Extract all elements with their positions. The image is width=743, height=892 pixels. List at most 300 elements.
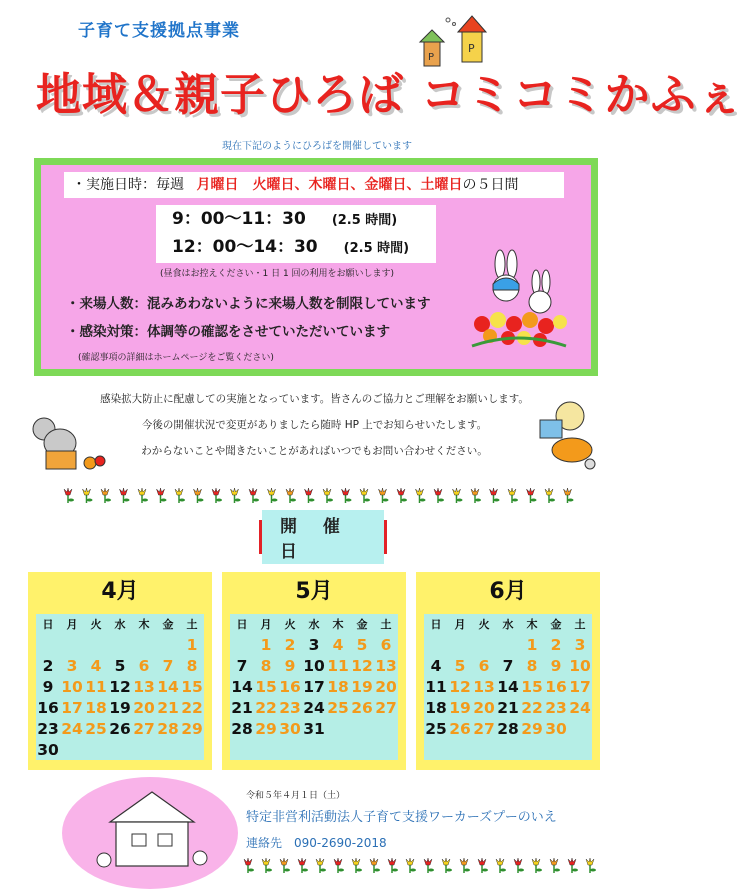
calendar-grid: [230, 614, 398, 760]
calendar-week: [36, 718, 204, 739]
closed-day: 3: [308, 635, 320, 654]
tulip-icon: [316, 858, 324, 865]
open-day: 4: [90, 656, 102, 675]
closed-day: 17: [303, 677, 325, 696]
empty-day: [448, 634, 472, 655]
open-day: 4: [332, 635, 344, 654]
calendar-week: [230, 634, 398, 655]
closed-day: 2: [42, 656, 54, 675]
tulip-icon: [568, 858, 576, 865]
tulip-icon: [590, 869, 596, 872]
open-day: 3: [574, 635, 586, 654]
tulip-icon: [424, 858, 432, 865]
calendar-week: [36, 676, 204, 697]
closed-day: 7: [236, 656, 248, 675]
empty-day: [108, 739, 132, 760]
date-prefix: ・実施日時：毎週: [72, 177, 184, 193]
weekday-label: 金: [356, 618, 368, 631]
tulip-icon: [401, 499, 407, 502]
open-day: 21: [157, 698, 179, 717]
tulip-icon: [290, 499, 296, 502]
empty-day: [472, 634, 496, 655]
closed-day: 19: [109, 698, 131, 717]
open-day: 30: [545, 719, 567, 738]
tulip-icon: [272, 499, 278, 502]
calendar-month: 6月: [489, 579, 527, 604]
weekday-header-row: [424, 614, 592, 634]
calendar-month: 4月: [101, 579, 139, 604]
time-range: 9：00〜11：30: [172, 209, 306, 229]
open-day: 1: [526, 635, 538, 654]
empty-day: [496, 739, 520, 760]
rabbits-flowers-illustration: [462, 254, 574, 354]
weekday-label: 木: [526, 618, 538, 631]
open-day: 13: [133, 677, 155, 696]
weekday-label: 木: [332, 618, 344, 631]
closed-day: 14: [231, 677, 253, 696]
tulip-icon: [410, 869, 416, 872]
open-day: 17: [569, 677, 591, 696]
closed-day: 9: [42, 677, 54, 696]
open-day: 12: [351, 656, 373, 675]
open-day: 23: [545, 698, 567, 717]
empty-day: [36, 634, 60, 655]
tulip-icon: [346, 499, 352, 502]
tulip-icon: [248, 869, 254, 872]
weekday-label: 木: [138, 618, 150, 631]
calendar-week: [230, 676, 398, 697]
calendar-week: [424, 697, 592, 718]
calendar-grid: [36, 614, 204, 760]
message-line: 今後の開催状況で変更がありましたら随時 HP 上でお知らせいたします。: [141, 419, 488, 431]
open-day: 10: [61, 677, 83, 696]
tulip-icon: [482, 869, 488, 872]
weekday-label: 火: [284, 618, 296, 631]
tulip-icon: [64, 488, 72, 495]
open-day: 20: [133, 698, 155, 717]
time-slot: [156, 233, 436, 261]
open-day: 29: [521, 719, 543, 738]
tulip-icon: [83, 488, 91, 495]
empty-day: [278, 739, 302, 760]
open-day: 2: [550, 635, 562, 654]
closed-day: 14: [497, 677, 519, 696]
program-subtitle: 子育て支援拠点事業: [78, 21, 240, 41]
open-weekdays: 月曜日 火曜日、木曜日、金曜日、土曜日: [196, 177, 463, 193]
closed-day: 16: [37, 698, 59, 717]
open-day: 8: [526, 656, 538, 675]
calendar-week: [36, 697, 204, 718]
open-day: 24: [61, 719, 83, 738]
open-day: 8: [260, 656, 272, 675]
infection-measures: ・感染対策：体調等の確認をさせていただいています: [66, 324, 390, 340]
tulip-icon: [120, 488, 128, 495]
tulip-icon: [554, 869, 560, 872]
tulip-icon: [194, 488, 202, 495]
closed-day: 25: [425, 719, 447, 738]
tulip-icon: [327, 499, 333, 502]
tulip-icon: [416, 488, 424, 495]
open-day: 9: [284, 656, 296, 675]
tulip-icon: [138, 488, 146, 495]
tulip-icon: [244, 858, 252, 865]
house-illustration: [92, 786, 212, 878]
open-day: 29: [255, 719, 277, 738]
open-days-heading: [259, 517, 387, 562]
weekday-label: 日: [236, 618, 248, 631]
open-day: 5: [356, 635, 368, 654]
open-day: 10: [569, 656, 591, 675]
weekday-label: 金: [162, 618, 174, 631]
time-slot: [156, 205, 436, 233]
tulip-icon: [478, 858, 486, 865]
empty-day: [230, 634, 254, 655]
open-day: 12: [449, 677, 471, 696]
date-bar: [64, 172, 564, 198]
tulip-icon: [397, 488, 405, 495]
open-day: 26: [351, 698, 373, 717]
tulip-icon: [514, 858, 522, 865]
time-box: [156, 205, 436, 263]
empty-day: [230, 739, 254, 760]
weekday-label: 水: [114, 618, 126, 631]
empty-day: [254, 739, 278, 760]
open-day: 14: [157, 677, 179, 696]
empty-day: [544, 739, 568, 760]
open-day: 27: [375, 698, 397, 717]
empty-day: [156, 739, 180, 760]
tulip-icon: [508, 488, 516, 495]
tulip-icon: [536, 869, 542, 872]
open-day: 30: [279, 719, 301, 738]
tulip-icon: [284, 869, 290, 872]
calendar-week: [424, 718, 592, 739]
footer-date: 令和５年４月１日（土）: [246, 791, 346, 801]
open-day: 16: [545, 677, 567, 696]
svg-text:P: P: [428, 52, 435, 63]
calendar-month: 5月: [295, 579, 333, 604]
tulip-icon: [179, 499, 185, 502]
empty-day: [350, 718, 374, 739]
weekday-label: 水: [308, 618, 320, 631]
footer-organization: 特定非営利活動法人子育て支援ワーカーズプーのいえ: [246, 810, 557, 825]
open-day: 6: [380, 635, 392, 654]
tulip-icon: [388, 858, 396, 865]
open-day: 18: [327, 677, 349, 696]
open-day: 2: [284, 635, 296, 654]
open-day: 27: [473, 719, 495, 738]
calendar-april: [28, 572, 212, 770]
empty-day: [302, 739, 326, 760]
calendar-week: [230, 739, 398, 760]
tulip-icon: [438, 499, 444, 502]
empty-day: [472, 739, 496, 760]
intro-text: 現在下記のようにひろばを開催しています: [222, 141, 412, 152]
tulip-icon: [527, 488, 535, 495]
empty-day: [132, 634, 156, 655]
open-day: 18: [85, 698, 107, 717]
tulip-icon: [564, 488, 572, 495]
tulip-icon: [334, 858, 342, 865]
empty-day: [424, 739, 448, 760]
empty-day: [60, 634, 84, 655]
open-day: 20: [473, 698, 495, 717]
tulip-icon: [442, 858, 450, 865]
tulip-icon: [446, 869, 452, 872]
calendar-week: [36, 634, 204, 655]
calendar-week: [230, 697, 398, 718]
tulip-icon: [460, 858, 468, 865]
svg-text:P: P: [468, 42, 475, 55]
tulip-icon: [157, 488, 165, 495]
open-day: 1: [260, 635, 272, 654]
tulip-icon: [532, 858, 540, 865]
closed-day: 31: [303, 719, 325, 738]
open-day: 22: [181, 698, 203, 717]
tulip-icon: [457, 499, 463, 502]
pig-reading-illustration: [536, 398, 600, 474]
closed-day: 11: [425, 677, 447, 696]
tulip-icon: [68, 499, 74, 502]
calendar-week: [36, 655, 204, 676]
tulip-icon: [249, 488, 257, 495]
empty-day: [180, 739, 204, 760]
tulip-icon: [231, 488, 239, 495]
closed-day: 23: [37, 719, 59, 738]
open-day: 5: [454, 656, 466, 675]
tulip-icon: [434, 488, 442, 495]
tulip-icon: [428, 869, 434, 872]
tulip-icon: [320, 869, 326, 872]
tulip-icon: [280, 858, 288, 865]
closed-day: 21: [231, 698, 253, 717]
empty-day: [132, 739, 156, 760]
open-day: 6: [138, 656, 150, 675]
tulip-icon: [309, 499, 315, 502]
weekday-label: 火: [90, 618, 102, 631]
tulip-icon: [268, 488, 276, 495]
lunch-note: (昼食はお控えください・1 日 1 回の利用をお願いします): [160, 269, 395, 279]
tulip-icon: [124, 499, 130, 502]
visitor-limit: ・来場人数：混みあわないように来場人数を制限しています: [66, 296, 431, 312]
open-day: 1: [186, 635, 198, 654]
tulip-icon: [453, 488, 461, 495]
tulip-icon: [161, 499, 167, 502]
open-day: 11: [85, 677, 107, 696]
empty-day: [374, 718, 398, 739]
calendar-week: [424, 676, 592, 697]
closed-day: 7: [502, 656, 514, 675]
closed-day: 12: [109, 677, 131, 696]
open-day: 28: [157, 719, 179, 738]
tulip-icon: [370, 858, 378, 865]
weekday-label: 土: [574, 618, 586, 631]
tulip-icon: [262, 858, 270, 865]
closed-day: 28: [497, 719, 519, 738]
tulip-icon: [175, 488, 183, 495]
empty-day: [496, 634, 520, 655]
weekday-label: 日: [430, 618, 442, 631]
open-day: 17: [61, 698, 83, 717]
time-duration: (2.5 時間): [331, 213, 398, 228]
open-day: 25: [85, 719, 107, 738]
closed-day: 26: [109, 719, 131, 738]
tulip-icon: [568, 499, 574, 502]
open-day: 22: [255, 698, 277, 717]
tulip-icon: [198, 499, 204, 502]
tulip-icon: [494, 499, 500, 502]
calendar-may: [222, 572, 406, 770]
open-day: 29: [181, 719, 203, 738]
tulip-icon: [323, 488, 331, 495]
tulip-icon: [342, 488, 350, 495]
tulip-icon: [286, 488, 294, 495]
open-day: 25: [327, 698, 349, 717]
empty-day: [326, 739, 350, 760]
tulip-icon: [545, 488, 553, 495]
tulip-icon: [235, 499, 241, 502]
empty-day: [520, 739, 544, 760]
closed-day: 30: [37, 740, 59, 759]
tulip-icon: [216, 499, 222, 502]
weekday-label: 火: [478, 618, 490, 631]
closed-day: 21: [497, 698, 519, 717]
open-day: 8: [186, 656, 198, 675]
open-day: 19: [449, 698, 471, 717]
empty-day: [84, 739, 108, 760]
weekday-header-row: [36, 614, 204, 634]
open-day: 15: [521, 677, 543, 696]
weekday-label: 土: [380, 618, 392, 631]
empty-day: [156, 634, 180, 655]
tulip-icon: [360, 488, 368, 495]
tulip-icon: [490, 488, 498, 495]
open-day: 26: [449, 719, 471, 738]
empty-day: [326, 718, 350, 739]
mouse-illustration: [30, 413, 114, 475]
tulip-icon: [518, 869, 524, 872]
tulip-icon: [352, 858, 360, 865]
empty-day: [424, 634, 448, 655]
empty-day: [60, 739, 84, 760]
time-range: 12：00〜14：30: [172, 237, 318, 257]
weekday-label: 月: [454, 618, 466, 631]
open-day: 16: [279, 677, 301, 696]
tulip-icon: [266, 869, 272, 872]
tulip-icon: [364, 499, 370, 502]
closed-day: 28: [231, 719, 253, 738]
tulip-icon: [305, 488, 313, 495]
calendar-grid: [424, 614, 592, 760]
tulip-icon: [105, 499, 111, 502]
open-day: 3: [66, 656, 78, 675]
main-title: 地域＆親子ひろば コミコミかふぇ: [36, 68, 743, 121]
closed-day: 5: [114, 656, 126, 675]
open-day: 27: [133, 719, 155, 738]
empty-day: [374, 739, 398, 760]
tulip-icon: [531, 499, 537, 502]
tulip-icon: [586, 858, 594, 865]
tulip-icon: [496, 858, 504, 865]
tulip-icon: [471, 488, 479, 495]
empty-day: [568, 718, 592, 739]
date-suffix: の５日間: [462, 177, 519, 193]
empty-day: [568, 739, 592, 760]
calendar-june: [416, 572, 600, 770]
calendar-week: [36, 739, 204, 760]
tulip-icon: [572, 869, 578, 872]
calendar-week: [424, 634, 592, 655]
footer-contact: 連絡先 090-2690-2018: [246, 836, 387, 850]
open-day: 22: [521, 698, 543, 717]
tulip-icon: [253, 499, 259, 502]
open-day: 11: [327, 656, 349, 675]
weekday-label: 日: [42, 618, 54, 631]
time-duration: (2.5 時間): [343, 241, 410, 256]
tulip-icon: [298, 858, 306, 865]
closed-day: 4: [430, 656, 442, 675]
tulip-icon: [392, 869, 398, 872]
open-day: 13: [473, 677, 495, 696]
tulip-icon: [512, 499, 518, 502]
tulip-icon: [383, 499, 389, 502]
calendar-week: [230, 718, 398, 739]
tulip-icon: [420, 499, 426, 502]
tulip-icon: [475, 499, 481, 502]
message-line: 感染拡大防止に配慮しての実施となっています。皆さんのご協力とご理解をお願いします。: [100, 393, 529, 405]
open-day: 15: [181, 677, 203, 696]
open-day: 15: [255, 677, 277, 696]
closed-day: 18: [425, 698, 447, 717]
weekday-label: 月: [260, 618, 272, 631]
calendar-week: [424, 655, 592, 676]
open-day: 19: [351, 677, 373, 696]
tulip-icon: [101, 488, 109, 495]
open-day: 23: [279, 698, 301, 717]
tulip-icon: [356, 869, 362, 872]
weekday-label: 土: [186, 618, 198, 631]
tulip-icon: [406, 858, 414, 865]
weekday-label: 金: [550, 618, 562, 631]
flower-row-decoration: [60, 486, 580, 504]
message-line: わからないことや聞きたいことがあればいつでもお問い合わせください。: [141, 445, 488, 457]
weekday-label: 月: [66, 618, 78, 631]
tulip-icon: [549, 499, 555, 502]
tulip-icon: [142, 499, 148, 502]
tulip-icon: [379, 488, 387, 495]
tulip-icon: [500, 869, 506, 872]
open-day: 20: [375, 677, 397, 696]
calendar-week: [230, 655, 398, 676]
empty-day: [108, 634, 132, 655]
calendar-week: [424, 739, 592, 760]
details-note: (確認事項の詳細はホームページをご覧ください): [78, 353, 274, 363]
tulip-icon: [338, 869, 344, 872]
open-day: 9: [550, 656, 562, 675]
open-day: 7: [162, 656, 174, 675]
open-day: 24: [569, 698, 591, 717]
tulip-icon: [212, 488, 220, 495]
closed-day: 24: [303, 698, 325, 717]
flower-row-decoration: [240, 856, 602, 874]
tulip-icon: [464, 869, 470, 872]
empty-day: [448, 739, 472, 760]
weekday-label: 水: [502, 618, 514, 631]
empty-day: [350, 739, 374, 760]
tulip-icon: [87, 499, 93, 502]
tulip-icon: [374, 869, 380, 872]
empty-day: [84, 634, 108, 655]
